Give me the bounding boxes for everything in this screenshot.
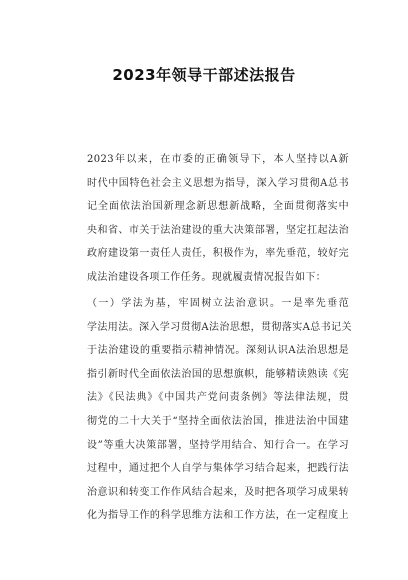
intro-line-1: 2023年以来，在市委的正确领导下，本人坚持以A新 xyxy=(87,154,349,165)
section-one-line-2: 学法用法。深入学习贯彻A法治思想，贯彻落实A总书记关 xyxy=(87,321,352,333)
section-one-line-7: 设”等重大决策部署，坚持学用结合、知行合一。在学习 xyxy=(87,439,349,451)
document-title: 2023年领导干部述法报告 xyxy=(112,66,296,84)
section-one-line-8: 过程中，通过把个人自学与集体学习结合起来，把践行法 xyxy=(87,463,349,475)
section-one-line-4: 指引新时代全面依法治国的思想旗帜，能够精读熟读《宪 xyxy=(87,368,349,380)
intro-paragraph xyxy=(87,148,349,290)
section-one-line-9: 治意识和转变工作作风结合起来，及时把各项学习成果转 xyxy=(87,486,349,498)
section-one-line-1: （一）学法为基，牢固树立法治意识。一是率先垂范 xyxy=(87,298,349,309)
intro-line-4: 央和省、市关于法治建设的重大决策部署，坚定扛起法治 xyxy=(87,224,349,236)
intro-line-2: 时代中国特色社会主义思想为指导，深入学习贯彻A总书 xyxy=(87,177,349,189)
section-one-line-3: 于法治建设的重要指示精神情况。深刻认识A法治思想是 xyxy=(87,345,349,357)
section-one-line-10: 化为指导工作的科学思维方法和工作方法，在一定程度上 xyxy=(87,510,349,522)
section-one-line-6: 彻党的二十大关于“坚持全面依法治国，推进法治中国建 xyxy=(87,415,349,427)
intro-line-3: 记全面依法治国新理念新思想新战略，全面贯彻落实中 xyxy=(87,201,349,213)
section-one-paragraph xyxy=(87,292,352,528)
section-one-line-5: 法》《民法典》《中国共产党问责条例》等法律法规，贯 xyxy=(87,392,349,404)
intro-line-5: 政府建设第一责任人责任，积极作为，率先垂范，较好完 xyxy=(87,248,349,260)
intro-line-6: 成法治建设各项工作任务。现就履责情况报告如下： xyxy=(87,271,327,283)
